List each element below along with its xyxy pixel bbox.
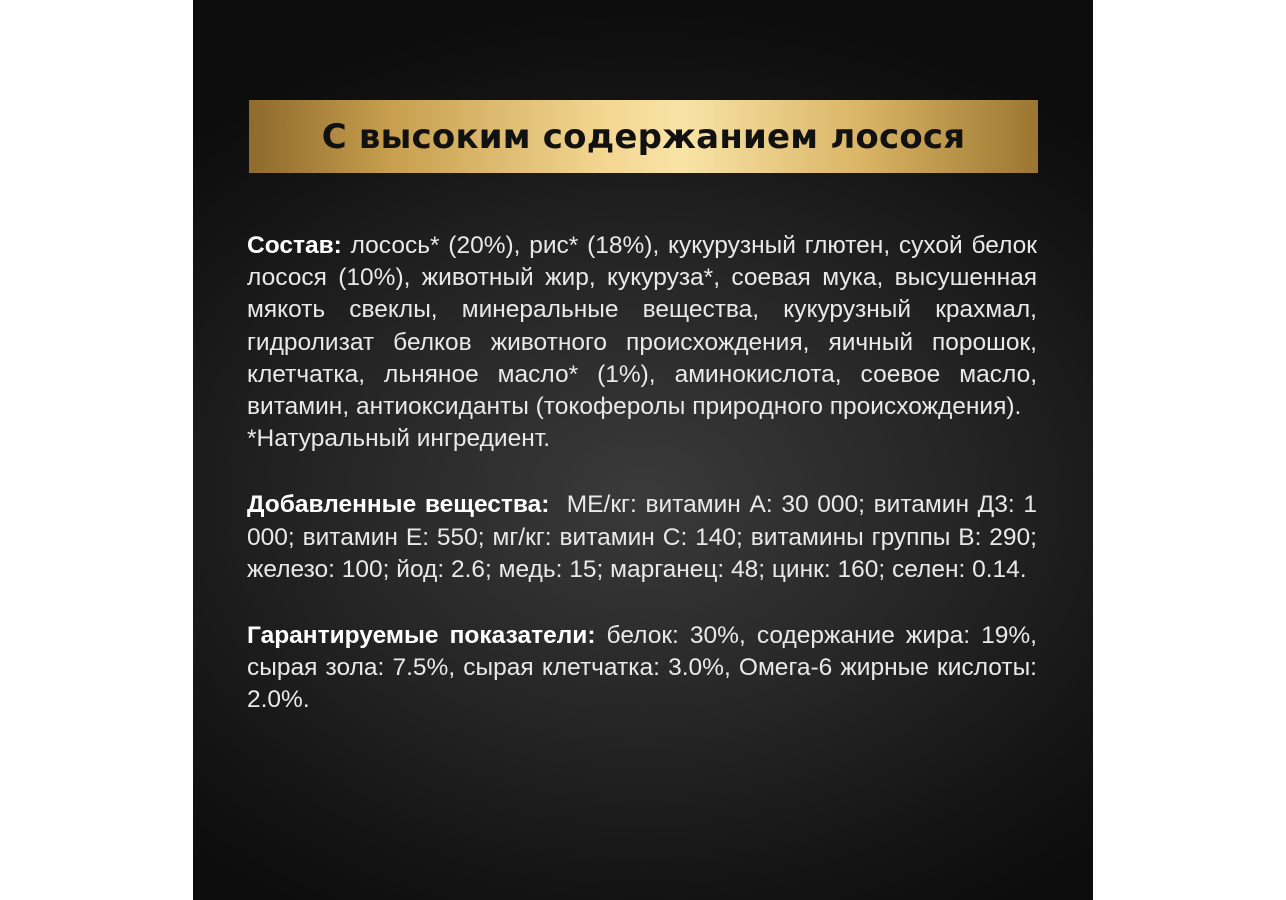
product-description	[247, 230, 1044, 749]
title-banner	[249, 100, 1038, 173]
additives-label: Добавленные вещества:	[247, 491, 550, 519]
additives-paragraph	[247, 489, 1044, 586]
composition-text: лосось* (20%), рис* (18%), кукурузный глютен, сухой белок лосося (10%), животный жир, кукуруза*, соевая мука, высушенная мякоть свеклы, минеральные вещества, кукурузный крахмал, гидролизат белков животного происхождения, яичный порошок, клетчатка, льняное масло* (1%), аминокислота, соевое масло, витамин, антиоксиданты (токоферолы природного происхождения).	[247, 232, 1037, 421]
guaranteed-paragraph	[247, 620, 1037, 717]
additives-text: МЕ/кг: витамин А: 30 000; витамин Д3: 1 000; витамин Е: 550; мг/кг: витамин С: 140; витамины группы В: 290; железо: 100; йод: 2.6; медь: 15; марганец: 48; цинк: 160; селен: 0.14.	[247, 491, 1044, 583]
guaranteed-text: белок: 30%, содержание жира: 19%, сырая зола: 7.5%, сырая клетчатка: 3.0%, Омега-6 жирные кислоты: 2.0%.	[247, 622, 1037, 714]
composition-label: Состав:	[247, 232, 342, 259]
composition-paragraph	[247, 230, 1037, 455]
product-info-panel	[193, 0, 1093, 900]
guaranteed-label: Гарантируемые показатели:	[247, 622, 596, 650]
banner-title: С высоким содержанием лосося	[321, 116, 966, 157]
natural-ingredient-note: *Натуральный ингредиент.	[247, 425, 551, 453]
